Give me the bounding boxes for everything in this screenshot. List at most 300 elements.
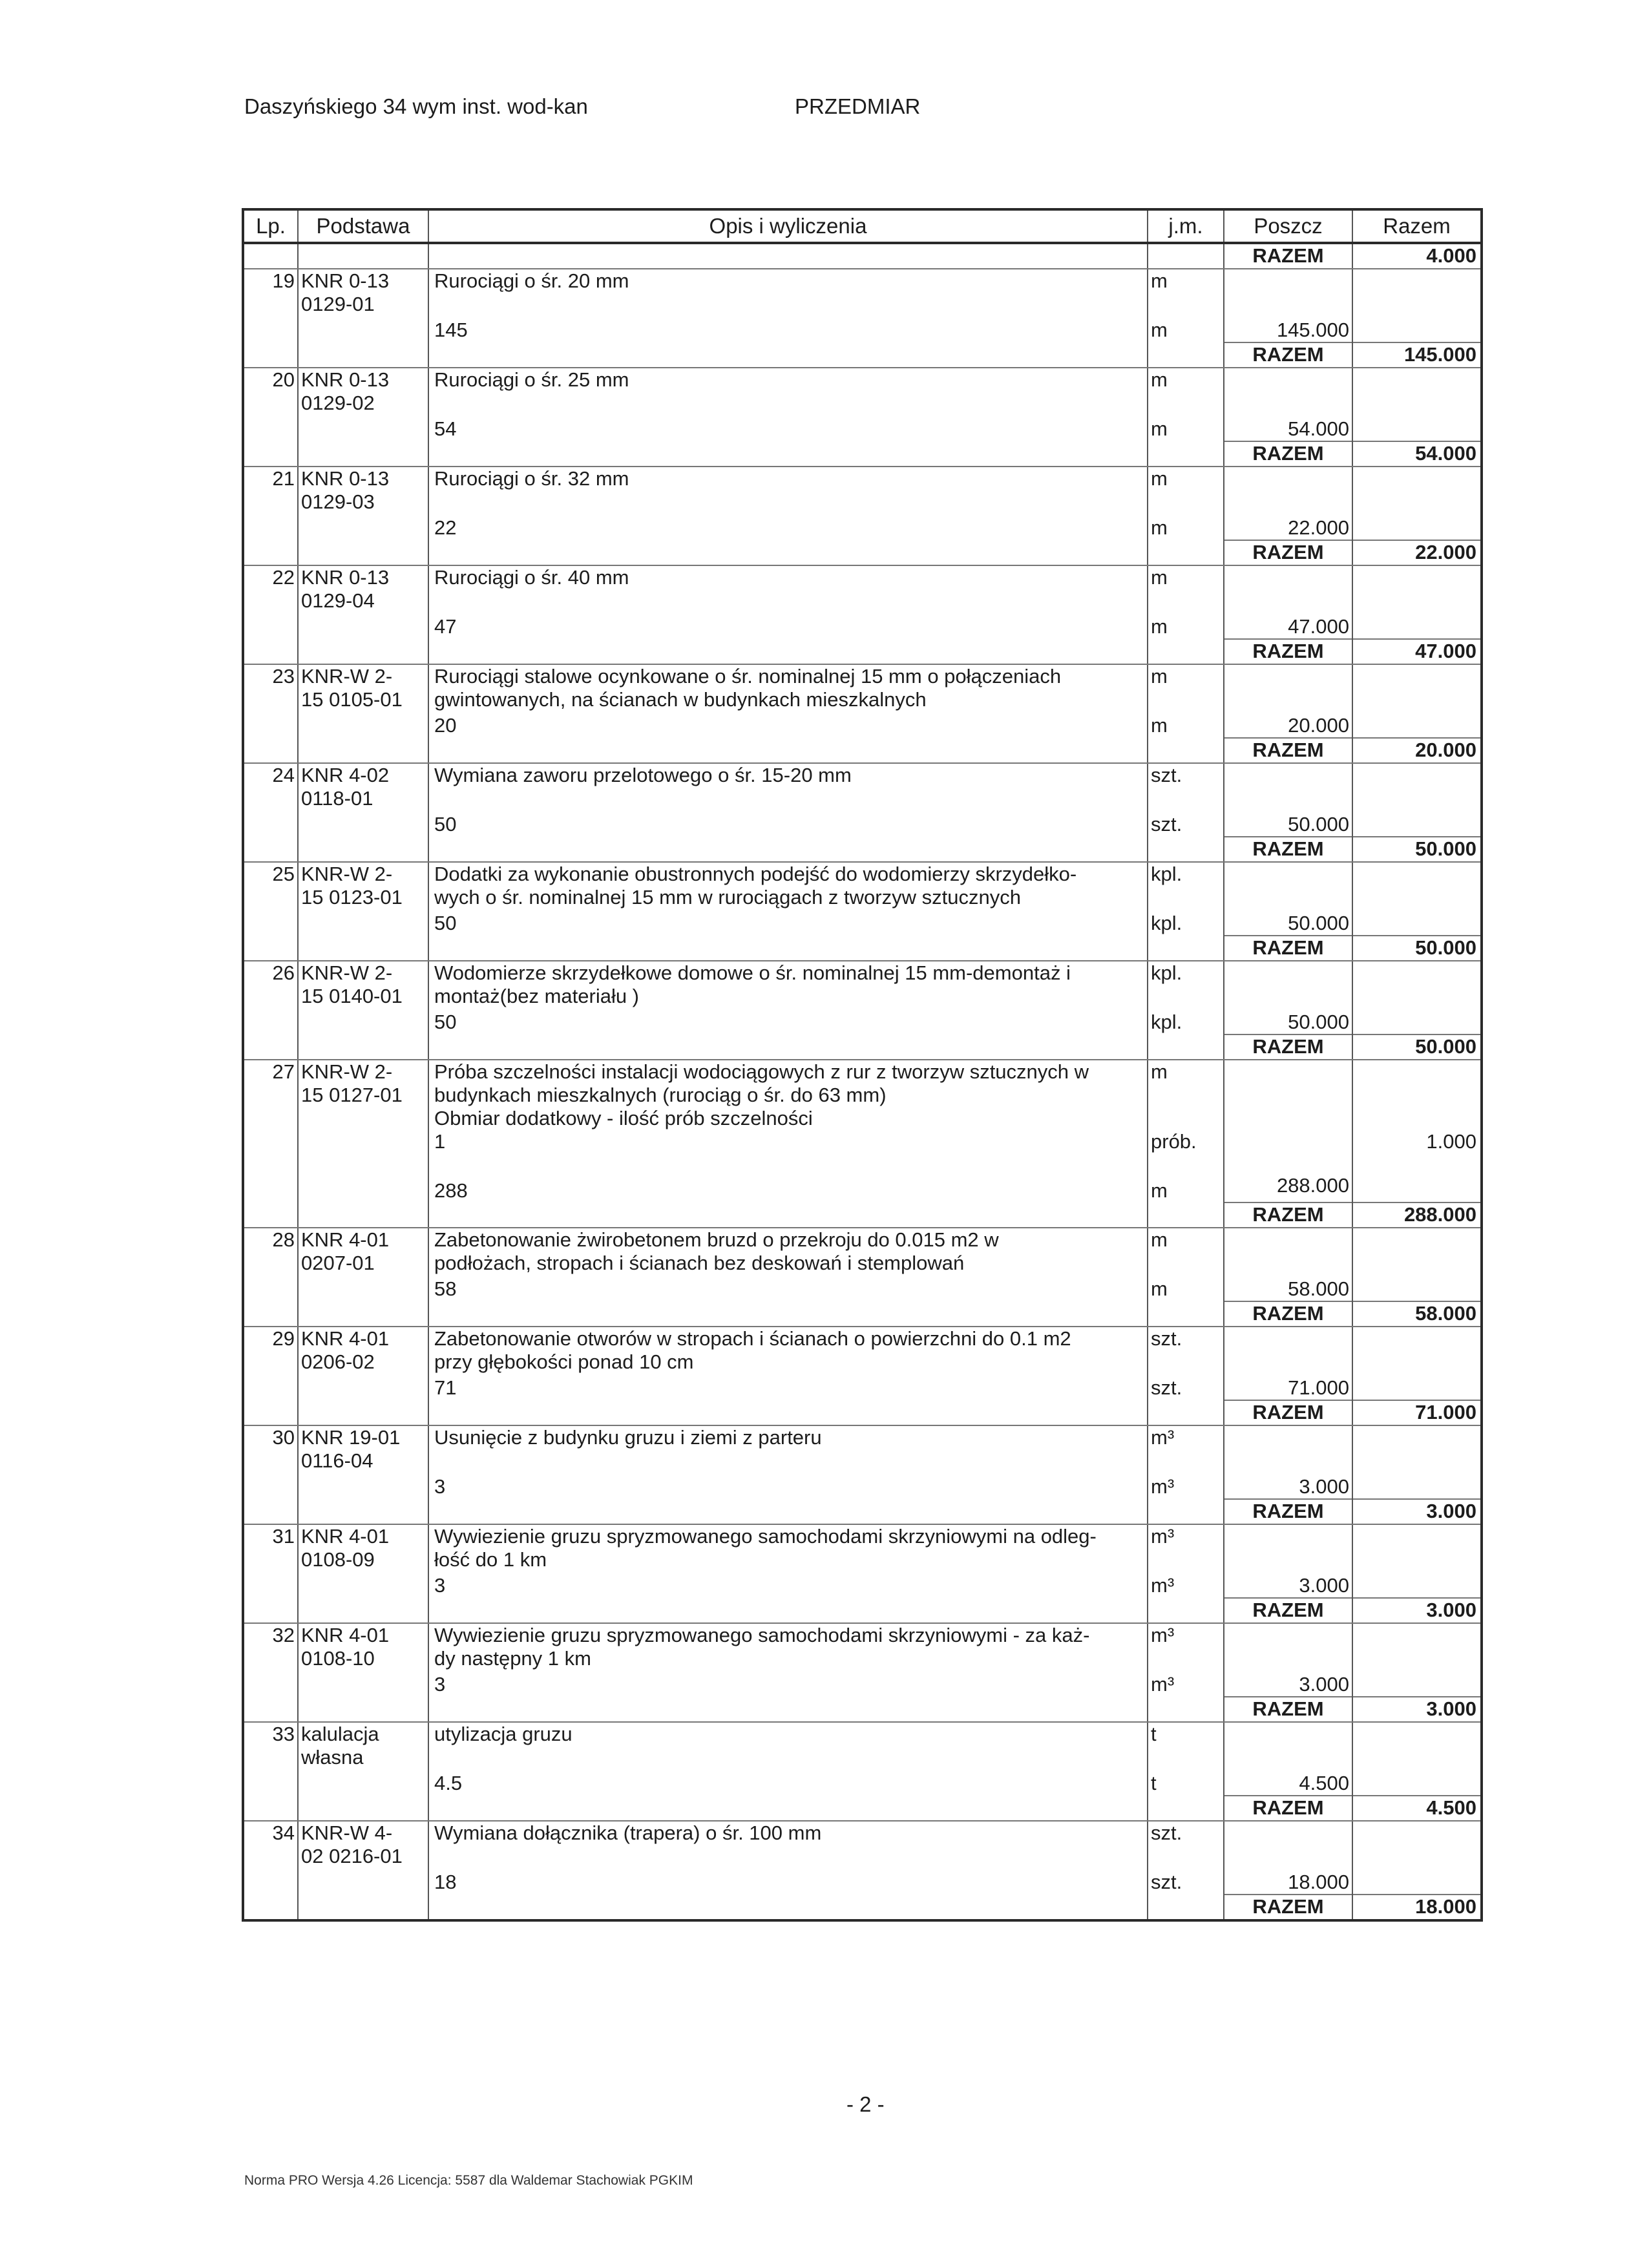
podstawa-line: KNR 4-02 xyxy=(301,764,390,786)
unit: m xyxy=(1151,566,1168,589)
podstawa-line: KNR 0-13 xyxy=(301,368,390,391)
item-description xyxy=(428,1524,1148,1598)
item-description xyxy=(428,467,1148,540)
item-number: 22 xyxy=(243,565,298,639)
quantity-calc: 20 xyxy=(434,714,457,737)
quantity-calc: 54 xyxy=(434,417,457,440)
quantity-unit: m³ xyxy=(1151,1475,1175,1498)
quantity-unit: m xyxy=(1151,615,1168,638)
quantity-calc: 50 xyxy=(434,813,457,835)
podstawa-line: 0206-02 xyxy=(301,1350,375,1373)
item-podstawa xyxy=(298,664,428,738)
item-podstawa xyxy=(298,862,428,936)
quantity-calc: 3 xyxy=(434,1574,446,1597)
razem-value: 20.000 xyxy=(1352,738,1482,763)
item-description xyxy=(428,1327,1148,1400)
item-unit xyxy=(1148,269,1224,342)
item-number: 31 xyxy=(243,1524,298,1598)
razem-row xyxy=(243,1895,1482,1920)
quantity-unit: szt. xyxy=(1151,813,1182,835)
item-number: 19 xyxy=(243,269,298,342)
item-row xyxy=(243,1060,1482,1202)
opis-line: Wymiana zaworu przelotowego o śr. 15-20 mm xyxy=(434,764,852,786)
opis-line: Rurociągi o śr. 40 mm xyxy=(434,566,629,589)
item-number: 24 xyxy=(243,763,298,837)
item-poszcz xyxy=(1224,1327,1352,1400)
extra-razem: 1.000 xyxy=(1426,1130,1476,1153)
razem-row xyxy=(243,1598,1482,1623)
item-podstawa xyxy=(298,1722,428,1796)
quantity-calc: 58 xyxy=(434,1277,457,1300)
razem-value: 22.000 xyxy=(1352,540,1482,565)
opis-line: montaż(bez materiału ) xyxy=(434,985,640,1007)
item-razem-col xyxy=(1352,467,1482,540)
podstawa-line: 0129-04 xyxy=(301,589,375,612)
item-podstawa xyxy=(298,565,428,639)
quantity-calc: 18 xyxy=(434,1871,457,1893)
item-unit xyxy=(1148,664,1224,738)
razem-value: 145.000 xyxy=(1352,342,1482,368)
quantity-calc: 71 xyxy=(434,1376,457,1399)
opis-line: Zabetonowanie otworów w stropach i ścianach o powierzchni do 0.1 m2 xyxy=(434,1327,1071,1350)
item-number: 21 xyxy=(243,467,298,540)
extra-unit: prób. xyxy=(1151,1130,1197,1153)
item-poszcz xyxy=(1224,862,1352,936)
podstawa-line: KNR-W 4- xyxy=(301,1822,393,1844)
item-podstawa xyxy=(298,1623,428,1697)
razem-row xyxy=(243,1301,1482,1327)
opis-line: Wywiezienie gruzu spryzmowanego samochodami skrzyniowymi - za każ- xyxy=(434,1624,1090,1646)
razem-value: 58.000 xyxy=(1352,1301,1482,1327)
opis-line: budynkach mieszkalnych (rurociąg o śr. do 63 mm) xyxy=(434,1084,887,1106)
razem-value: 50.000 xyxy=(1352,1034,1482,1060)
item-unit xyxy=(1148,1425,1224,1499)
quantity-calc: 3 xyxy=(434,1475,446,1498)
opis-line: wych o śr. nominalnej 15 mm w rurociągach z tworzyw sztucznych xyxy=(434,886,1021,908)
razem-label: RAZEM xyxy=(1224,1034,1352,1060)
poszcz-value: 288.000 xyxy=(1276,1174,1349,1197)
quantity-unit: m xyxy=(1151,516,1168,539)
item-row xyxy=(243,269,1482,342)
opis-line: Rurociągi o śr. 20 mm xyxy=(434,269,629,292)
item-unit xyxy=(1148,565,1224,639)
item-unit xyxy=(1148,763,1224,837)
podstawa-line: 0116-04 xyxy=(301,1449,373,1472)
item-row xyxy=(243,1821,1482,1895)
item-unit xyxy=(1148,1327,1224,1400)
item-row xyxy=(243,664,1482,738)
razem-label: RAZEM xyxy=(1224,1400,1352,1425)
item-razem-col xyxy=(1352,862,1482,936)
unit: m xyxy=(1151,467,1168,490)
item-podstawa xyxy=(298,1327,428,1400)
item-unit xyxy=(1148,1623,1224,1697)
quantity-unit: m xyxy=(1151,714,1168,737)
item-number: 27 xyxy=(243,1060,298,1202)
poszcz-value: 50.000 xyxy=(1288,813,1349,835)
razem-row xyxy=(243,1796,1482,1821)
item-number: 29 xyxy=(243,1327,298,1400)
column-header-podstawa: Podstawa xyxy=(298,209,428,243)
opis-line: Rurociągi o śr. 32 mm xyxy=(434,467,629,490)
opis-line: Wywiezienie gruzu spryzmowanego samochodami skrzyniowymi na odleg- xyxy=(434,1525,1097,1548)
item-poszcz xyxy=(1224,1228,1352,1301)
razem-row xyxy=(243,1034,1482,1060)
item-razem-col xyxy=(1352,368,1482,441)
item-unit xyxy=(1148,1228,1224,1301)
podstawa-line: 0118-01 xyxy=(301,787,373,810)
podstawa-line: KNR 19-01 xyxy=(301,1426,401,1449)
quantity-unit: m³ xyxy=(1151,1574,1175,1597)
quantity-calc: 50 xyxy=(434,1011,457,1033)
unit: szt. xyxy=(1151,764,1182,786)
razem-value: 3.000 xyxy=(1352,1697,1482,1722)
item-description xyxy=(428,1722,1148,1796)
podstawa-line: KNR 0-13 xyxy=(301,566,390,589)
column-header-poszcz: Poszcz xyxy=(1224,209,1352,243)
item-number: 28 xyxy=(243,1228,298,1301)
item-description xyxy=(428,565,1148,639)
opis-line: Obmiar dodatkowy - ilość prób szczelności xyxy=(434,1107,813,1129)
unit: m xyxy=(1151,1060,1168,1083)
unit: kpl. xyxy=(1151,863,1182,885)
podstawa-line: KNR-W 2- xyxy=(301,665,393,688)
poszcz-value: 22.000 xyxy=(1288,516,1349,539)
item-unit xyxy=(1148,1060,1224,1202)
podstawa-line: 15 0123-01 xyxy=(301,886,403,908)
razem-label: RAZEM xyxy=(1224,639,1352,664)
quantity-unit: kpl. xyxy=(1151,912,1182,934)
razem-row xyxy=(243,1202,1482,1228)
item-poszcz xyxy=(1224,1060,1352,1202)
razem-row xyxy=(243,837,1482,862)
item-razem-col xyxy=(1352,1524,1482,1598)
item-row xyxy=(243,1425,1482,1499)
item-poszcz xyxy=(1224,763,1352,837)
item-poszcz xyxy=(1224,1425,1352,1499)
podstawa-line: KNR 4-01 xyxy=(301,1525,390,1548)
table-header-row xyxy=(243,209,1482,243)
razem-value: 288.000 xyxy=(1352,1202,1482,1228)
item-number: 30 xyxy=(243,1425,298,1499)
item-number: 25 xyxy=(243,862,298,936)
poszcz-value: 20.000 xyxy=(1288,714,1349,737)
item-description xyxy=(428,1821,1148,1895)
item-podstawa xyxy=(298,467,428,540)
podstawa-line: 0129-03 xyxy=(301,490,375,513)
item-row xyxy=(243,1327,1482,1400)
column-header-lp: Lp. xyxy=(243,209,298,243)
item-number: 34 xyxy=(243,1821,298,1895)
opis-line: podłożach, stropach i ścianach bez deskowań i stemplowań xyxy=(434,1252,965,1274)
poszcz-value: 47.000 xyxy=(1288,615,1349,638)
quantity-unit: t xyxy=(1151,1772,1157,1794)
unit: m³ xyxy=(1151,1624,1175,1646)
poszcz-value: 18.000 xyxy=(1288,1871,1349,1893)
razem-row xyxy=(243,1697,1482,1722)
item-unit xyxy=(1148,467,1224,540)
item-row xyxy=(243,1228,1482,1301)
item-razem-col xyxy=(1352,961,1482,1034)
extra-qty: 1 xyxy=(434,1130,446,1153)
quantity-unit: szt. xyxy=(1151,1376,1182,1399)
item-razem-col xyxy=(1352,1821,1482,1895)
razem-label: RAZEM xyxy=(1224,1598,1352,1623)
podstawa-line: 15 0105-01 xyxy=(301,688,403,711)
razem-label: RAZEM xyxy=(1224,1301,1352,1327)
razem-label: RAZEM xyxy=(1224,1499,1352,1524)
item-razem-col xyxy=(1352,269,1482,342)
podstawa-line: 0129-02 xyxy=(301,392,375,414)
item-unit xyxy=(1148,1821,1224,1895)
razem-row xyxy=(243,738,1482,763)
podstawa-line: KNR-W 2- xyxy=(301,961,393,984)
quantity-calc: 47 xyxy=(434,615,457,638)
unit: szt. xyxy=(1151,1822,1182,1844)
quantity-unit: m xyxy=(1151,1277,1168,1300)
quantity-unit: m xyxy=(1151,319,1168,341)
opis-line: dy następny 1 km xyxy=(434,1647,591,1670)
razem-label: RAZEM xyxy=(1224,1895,1352,1920)
opis-line: Wodomierze skrzydełkowe domowe o śr. nominalnej 15 mm-demontaż i xyxy=(434,961,1071,984)
item-razem-col xyxy=(1352,1060,1482,1202)
podstawa-line: 15 0127-01 xyxy=(301,1084,403,1106)
item-poszcz xyxy=(1224,269,1352,342)
item-razem-col xyxy=(1352,664,1482,738)
podstawa-line: KNR 4-01 xyxy=(301,1327,390,1350)
item-description xyxy=(428,1623,1148,1697)
opis-line: Rurociągi stalowe ocynkowane o śr. nominalnej 15 mm o połączeniach xyxy=(434,665,1062,688)
podstawa-line: KNR 4-01 xyxy=(301,1228,390,1251)
item-podstawa xyxy=(298,1524,428,1598)
item-description xyxy=(428,664,1148,738)
podstawa-line: 0207-01 xyxy=(301,1252,375,1274)
razem-value: 47.000 xyxy=(1352,639,1482,664)
razem-label: RAZEM xyxy=(1224,936,1352,961)
item-row xyxy=(243,368,1482,441)
column-header-jm: j.m. xyxy=(1148,209,1224,243)
quantity-unit: m xyxy=(1151,1179,1168,1202)
razem-value: 18.000 xyxy=(1352,1895,1482,1920)
podstawa-line: 15 0140-01 xyxy=(301,985,403,1007)
poszcz-value: 145.000 xyxy=(1276,319,1349,341)
item-poszcz xyxy=(1224,467,1352,540)
carry-over-razem-row xyxy=(243,243,1482,269)
item-podstawa xyxy=(298,1821,428,1895)
poszcz-value: 54.000 xyxy=(1288,417,1349,440)
razem-label: RAZEM xyxy=(1224,243,1352,269)
unit: m xyxy=(1151,368,1168,391)
item-poszcz xyxy=(1224,1722,1352,1796)
poszcz-value: 50.000 xyxy=(1288,912,1349,934)
item-number: 20 xyxy=(243,368,298,441)
razem-row xyxy=(243,1400,1482,1425)
podstawa-line: KNR-W 2- xyxy=(301,1060,393,1083)
poszcz-value: 71.000 xyxy=(1288,1376,1349,1399)
item-razem-col xyxy=(1352,1623,1482,1697)
item-number: 23 xyxy=(243,664,298,738)
unit: m xyxy=(1151,665,1168,688)
razem-label: RAZEM xyxy=(1224,738,1352,763)
razem-value: 3.000 xyxy=(1352,1598,1482,1623)
opis-line: Próba szczelności instalacji wodociągowych z rur z tworzyw sztucznych w xyxy=(434,1060,1089,1083)
quantity-calc: 4.5 xyxy=(434,1772,463,1794)
quantity-unit: szt. xyxy=(1151,1871,1182,1893)
item-unit xyxy=(1148,1722,1224,1796)
item-row xyxy=(243,1722,1482,1796)
razem-row xyxy=(243,639,1482,664)
column-header-razem: Razem xyxy=(1352,209,1482,243)
item-poszcz xyxy=(1224,368,1352,441)
item-description xyxy=(428,368,1148,441)
opis-line: łość do 1 km xyxy=(434,1548,547,1571)
item-unit xyxy=(1148,368,1224,441)
item-poszcz xyxy=(1224,1623,1352,1697)
unit: t xyxy=(1151,1723,1157,1745)
quantity-unit: m xyxy=(1151,417,1168,440)
quantity-calc: 145 xyxy=(434,319,468,341)
item-number: 32 xyxy=(243,1623,298,1697)
item-podstawa xyxy=(298,269,428,342)
unit: szt. xyxy=(1151,1327,1182,1350)
razem-value: 4.500 xyxy=(1352,1796,1482,1821)
item-podstawa xyxy=(298,1425,428,1499)
item-poszcz xyxy=(1224,1524,1352,1598)
razem-row xyxy=(243,936,1482,961)
podstawa-line: 0129-01 xyxy=(301,293,375,315)
item-description xyxy=(428,862,1148,936)
quantity-calc: 288 xyxy=(434,1179,468,1202)
item-razem-col xyxy=(1352,1228,1482,1301)
item-unit xyxy=(1148,961,1224,1034)
quantity-calc: 50 xyxy=(434,912,457,934)
table-body xyxy=(243,243,1482,1920)
razem-label: RAZEM xyxy=(1224,342,1352,368)
unit: m xyxy=(1151,1228,1168,1251)
item-poszcz xyxy=(1224,961,1352,1034)
item-description xyxy=(428,961,1148,1034)
poszcz-value: 50.000 xyxy=(1288,1011,1349,1033)
item-razem-col xyxy=(1352,763,1482,837)
item-unit xyxy=(1148,862,1224,936)
quantity-calc: 22 xyxy=(434,516,457,539)
item-number: 26 xyxy=(243,961,298,1034)
razem-label: RAZEM xyxy=(1224,837,1352,862)
item-number: 33 xyxy=(243,1722,298,1796)
item-row xyxy=(243,763,1482,837)
opis-line: Rurociągi o śr. 25 mm xyxy=(434,368,629,391)
razem-value: 50.000 xyxy=(1352,936,1482,961)
podstawa-line: 0108-09 xyxy=(301,1548,375,1571)
opis-line: utylizacja gruzu xyxy=(434,1723,572,1745)
razem-value: 54.000 xyxy=(1352,441,1482,467)
item-row xyxy=(243,862,1482,936)
razem-value: 4.000 xyxy=(1352,243,1482,269)
item-podstawa xyxy=(298,1060,428,1202)
quantity-unit: kpl. xyxy=(1151,1011,1182,1033)
opis-line: Wymiana dołącznika (trapera) o śr. 100 mm xyxy=(434,1822,822,1844)
item-podstawa xyxy=(298,763,428,837)
poszcz-value: 3.000 xyxy=(1299,1475,1349,1498)
page-number: - 2 - xyxy=(846,2092,885,2116)
podstawa-line: 02 0216-01 xyxy=(301,1845,403,1867)
razem-label: RAZEM xyxy=(1224,540,1352,565)
razem-row xyxy=(243,1499,1482,1524)
unit: m³ xyxy=(1151,1426,1175,1449)
item-podstawa xyxy=(298,1228,428,1301)
unit: kpl. xyxy=(1151,961,1182,984)
razem-row xyxy=(243,540,1482,565)
podstawa-line: KNR-W 2- xyxy=(301,863,393,885)
item-description xyxy=(428,763,1148,837)
item-row xyxy=(243,1623,1482,1697)
podstawa-line: KNR 0-13 xyxy=(301,467,390,490)
razem-label: RAZEM xyxy=(1224,441,1352,467)
podstawa-line: 0108-10 xyxy=(301,1647,375,1670)
item-row xyxy=(243,1524,1482,1598)
column-header-opis: Opis i wyliczenia xyxy=(428,209,1148,243)
document-header-type: PRZEDMIAR xyxy=(795,94,921,118)
item-poszcz xyxy=(1224,565,1352,639)
item-podstawa xyxy=(298,961,428,1034)
poszcz-value: 58.000 xyxy=(1288,1277,1349,1300)
item-description xyxy=(428,1228,1148,1301)
opis-line: przy głębokości ponad 10 cm xyxy=(434,1350,694,1373)
item-razem-col xyxy=(1352,1722,1482,1796)
poszcz-value: 3.000 xyxy=(1299,1574,1349,1597)
unit: m³ xyxy=(1151,1525,1175,1548)
podstawa-line: KNR 0-13 xyxy=(301,269,390,292)
podstawa-line: własna xyxy=(301,1746,364,1769)
item-description xyxy=(428,1425,1148,1499)
opis-line: Zabetonowanie żwirobetonem bruzd o przekroju do 0.015 m2 w xyxy=(434,1228,999,1251)
item-poszcz xyxy=(1224,1821,1352,1895)
item-razem-col xyxy=(1352,1327,1482,1400)
opis-line: Usunięcie z budynku gruzu i ziemi z parteru xyxy=(434,1426,822,1449)
razem-label: RAZEM xyxy=(1224,1202,1352,1228)
razem-label: RAZEM xyxy=(1224,1697,1352,1722)
opis-line: gwintowanych, na ścianach w budynkach mieszkalnych xyxy=(434,688,927,711)
item-description xyxy=(428,269,1148,342)
quantity-unit: m³ xyxy=(1151,1673,1175,1696)
razem-row xyxy=(243,441,1482,467)
item-row xyxy=(243,565,1482,639)
item-row xyxy=(243,467,1482,540)
item-podstawa xyxy=(298,368,428,441)
opis-line: Dodatki za wykonanie obustronnych podejść do wodomierzy skrzydełko- xyxy=(434,863,1077,885)
razem-value: 71.000 xyxy=(1352,1400,1482,1425)
software-footer: Norma PRO Wersja 4.26 Licencja: 5587 dla Waldemar Stachowiak PGKIM xyxy=(244,2173,693,2188)
razem-row xyxy=(243,342,1482,368)
poszcz-value: 4.500 xyxy=(1299,1772,1349,1794)
item-description xyxy=(428,1060,1148,1202)
podstawa-line: KNR 4-01 xyxy=(301,1624,390,1646)
unit: m xyxy=(1151,269,1168,292)
przedmiar-table xyxy=(242,208,1483,1922)
item-razem-col xyxy=(1352,1425,1482,1499)
podstawa-line: kalulacja xyxy=(301,1723,379,1745)
item-razem-col xyxy=(1352,565,1482,639)
item-unit xyxy=(1148,1524,1224,1598)
razem-value: 3.000 xyxy=(1352,1499,1482,1524)
item-poszcz xyxy=(1224,664,1352,738)
poszcz-value: 3.000 xyxy=(1299,1673,1349,1696)
document-header-title: Daszyńskiego 34 wym inst. wod-kan xyxy=(244,94,588,118)
razem-value: 50.000 xyxy=(1352,837,1482,862)
item-row xyxy=(243,961,1482,1034)
quantity-calc: 3 xyxy=(434,1673,446,1696)
razem-label: RAZEM xyxy=(1224,1796,1352,1821)
